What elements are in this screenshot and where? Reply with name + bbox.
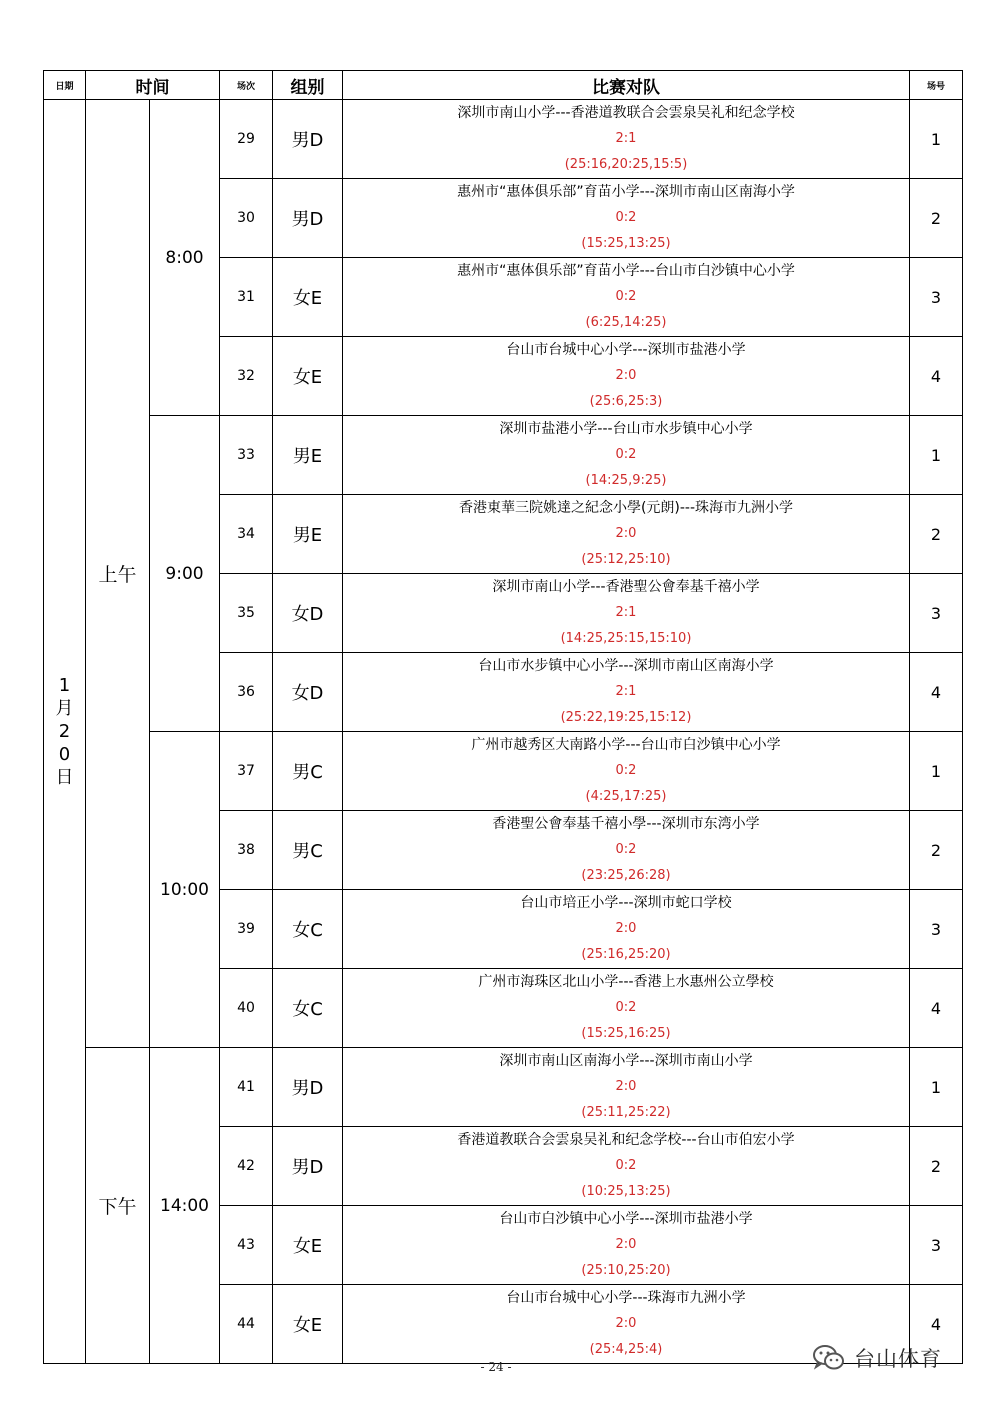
header-match: 比赛对队 <box>343 71 910 100</box>
match-teams: 广州市越秀区大南路小学---台山市白沙镇中心小学 <box>471 737 781 753</box>
time-slot: 9:00 <box>150 416 220 732</box>
match-sets: (25:4,25:4) <box>589 1342 663 1357</box>
match-cell <box>343 1048 910 1127</box>
match-cell <box>343 100 910 179</box>
match-no: 41 <box>220 1048 273 1127</box>
match-no: 43 <box>220 1206 273 1285</box>
match-group: 男E <box>273 495 343 574</box>
match-teams: 台山市台城中心小学---珠海市九洲小学 <box>506 1290 746 1306</box>
match-group: 男E <box>273 416 343 495</box>
match-group: 男C <box>273 732 343 811</box>
match-no: 42 <box>220 1127 273 1206</box>
header-date: 日期 <box>44 71 86 100</box>
match-teams: 台山市台城中心小学---深圳市盐港小学 <box>506 342 746 358</box>
match-sets: (25:11,25:22) <box>581 1105 671 1120</box>
match-court: 3 <box>910 890 963 969</box>
match-teams: 台山市水步镇中心小学---深圳市南山区南海小学 <box>478 658 774 674</box>
match-score: 0:2 <box>615 842 637 857</box>
page-number: - 24 - <box>480 1360 512 1374</box>
match-score: 2:0 <box>615 526 637 541</box>
match-sets: (25:16,25:20) <box>581 947 671 962</box>
period-afternoon: 下午 <box>86 1048 150 1364</box>
match-cell <box>343 969 910 1048</box>
match-no: 30 <box>220 179 273 258</box>
match-court: 3 <box>910 258 963 337</box>
match-score: 2:0 <box>615 368 637 383</box>
match-score: 2:1 <box>615 684 637 699</box>
match-court: 4 <box>910 969 963 1048</box>
match-group: 女E <box>273 337 343 416</box>
match-court: 2 <box>910 495 963 574</box>
match-score: 2:0 <box>615 1079 637 1094</box>
match-group: 女E <box>273 1285 343 1364</box>
match-cell <box>343 1127 910 1206</box>
wechat-icon <box>812 1344 846 1372</box>
match-score: 0:2 <box>615 447 637 462</box>
match-score: 0:2 <box>615 1158 637 1173</box>
match-cell <box>343 653 910 732</box>
match-score: 2:1 <box>615 605 637 620</box>
match-score: 2:0 <box>615 1316 637 1331</box>
match-court: 3 <box>910 1206 963 1285</box>
match-no: 31 <box>220 258 273 337</box>
match-court: 4 <box>910 653 963 732</box>
match-sets: (23:25,26:28) <box>581 868 671 883</box>
match-sets: (14:25,25:15,15:10) <box>560 631 692 646</box>
date-text: 1月20日 <box>55 675 74 788</box>
table-row <box>44 100 963 179</box>
match-court: 1 <box>910 100 963 179</box>
time-slot: 8:00 <box>150 100 220 416</box>
match-sets: (14:25,9:25) <box>585 473 667 488</box>
time-slot: 10:00 <box>150 732 220 1048</box>
match-sets: (15:25,16:25) <box>581 1026 671 1041</box>
header-match-no: 场次 <box>220 71 273 100</box>
match-teams: 深圳市南山小学---香港聖公會奉基千禧小学 <box>492 579 760 595</box>
match-sets: (15:25,13:25) <box>581 236 671 251</box>
table-row <box>44 416 963 495</box>
match-court: 2 <box>910 1127 963 1206</box>
match-teams: 惠州市“惠体俱乐部”育苗小学---台山市白沙镇中心小学 <box>457 263 795 279</box>
match-sets: (25:6,25:3) <box>589 394 663 409</box>
match-teams: 广州市海珠区北山小学---香港上水惠州公立學校 <box>478 974 774 990</box>
match-no: 37 <box>220 732 273 811</box>
match-cell <box>343 1206 910 1285</box>
match-group: 男C <box>273 811 343 890</box>
match-sets: (25:16,20:25,15:5) <box>564 157 688 172</box>
match-teams: 台山市培正小学---深圳市蛇口学校 <box>520 895 732 911</box>
watermark <box>812 1342 942 1374</box>
match-court: 4 <box>910 1285 963 1364</box>
match-no: 44 <box>220 1285 273 1364</box>
match-no: 33 <box>220 416 273 495</box>
match-score: 0:2 <box>615 210 637 225</box>
match-group: 女D <box>273 653 343 732</box>
match-cell <box>343 337 910 416</box>
match-court: 4 <box>910 337 963 416</box>
header-row <box>44 71 963 100</box>
match-group: 男D <box>273 1127 343 1206</box>
match-no: 34 <box>220 495 273 574</box>
match-no: 35 <box>220 574 273 653</box>
match-cell <box>343 574 910 653</box>
match-teams: 香港聖公會奉基千禧小學---深圳市东湾小学 <box>492 816 760 832</box>
match-group: 男D <box>273 100 343 179</box>
match-group: 女C <box>273 890 343 969</box>
match-sets: (25:12,25:10) <box>581 552 671 567</box>
match-court: 2 <box>910 179 963 258</box>
match-court: 3 <box>910 574 963 653</box>
period-morning: 上午 <box>86 100 150 1048</box>
table-row <box>44 1048 963 1127</box>
match-sets: (6:25,14:25) <box>585 315 667 330</box>
match-no: 38 <box>220 811 273 890</box>
match-cell <box>343 732 910 811</box>
match-no: 39 <box>220 890 273 969</box>
match-cell <box>343 890 910 969</box>
match-teams: 香港道教联合会雲泉吴礼和纪念学校---台山市伯宏小学 <box>457 1132 795 1148</box>
match-cell <box>343 495 910 574</box>
match-score: 2:1 <box>615 131 637 146</box>
match-group: 男D <box>273 179 343 258</box>
match-court: 1 <box>910 1048 963 1127</box>
match-group: 男D <box>273 1048 343 1127</box>
match-score: 0:2 <box>615 763 637 778</box>
header-group: 组别 <box>273 71 343 100</box>
match-sets: (4:25,17:25) <box>585 789 667 804</box>
match-group: 女D <box>273 574 343 653</box>
match-group: 女E <box>273 258 343 337</box>
match-teams: 台山市白沙镇中心小学---深圳市盐港小学 <box>499 1211 753 1227</box>
match-teams: 深圳市盐港小学---台山市水步镇中心小学 <box>499 421 753 437</box>
match-group: 女E <box>273 1206 343 1285</box>
date-cell <box>44 100 86 1364</box>
match-sets: (25:22,19:25,15:12) <box>560 710 692 725</box>
match-cell <box>343 811 910 890</box>
match-sets: (25:10,25:20) <box>581 1263 671 1278</box>
watermark-text: 台山体育 <box>854 1347 942 1371</box>
match-no: 40 <box>220 969 273 1048</box>
match-court: 2 <box>910 811 963 890</box>
match-teams: 惠州市“惠体俱乐部”育苗小学---深圳市南山区南海小学 <box>457 184 795 200</box>
table-row <box>44 732 963 811</box>
match-teams: 香港東華三院姚達之紀念小學(元朗)---珠海市九洲小学 <box>458 500 794 516</box>
match-score: 2:0 <box>615 1237 637 1252</box>
match-score: 2:0 <box>615 921 637 936</box>
match-cell <box>343 258 910 337</box>
match-teams: 深圳市南山小学---香港道教联合会雲泉吴礼和纪念学校 <box>457 105 795 121</box>
match-sets: (10:25,13:25) <box>581 1184 671 1199</box>
schedule-table <box>43 70 963 1364</box>
match-score: 0:2 <box>615 1000 637 1015</box>
match-cell <box>343 179 910 258</box>
match-group: 女C <box>273 969 343 1048</box>
match-cell <box>343 416 910 495</box>
time-slot: 14:00 <box>150 1048 220 1364</box>
match-no: 29 <box>220 100 273 179</box>
match-teams: 深圳市南山区南海小学---深圳市南山小学 <box>499 1053 753 1069</box>
header-court: 场号 <box>910 71 963 100</box>
match-court: 1 <box>910 732 963 811</box>
match-no: 32 <box>220 337 273 416</box>
match-score: 0:2 <box>615 289 637 304</box>
match-court: 1 <box>910 416 963 495</box>
match-no: 36 <box>220 653 273 732</box>
header-time: 时间 <box>86 71 220 100</box>
